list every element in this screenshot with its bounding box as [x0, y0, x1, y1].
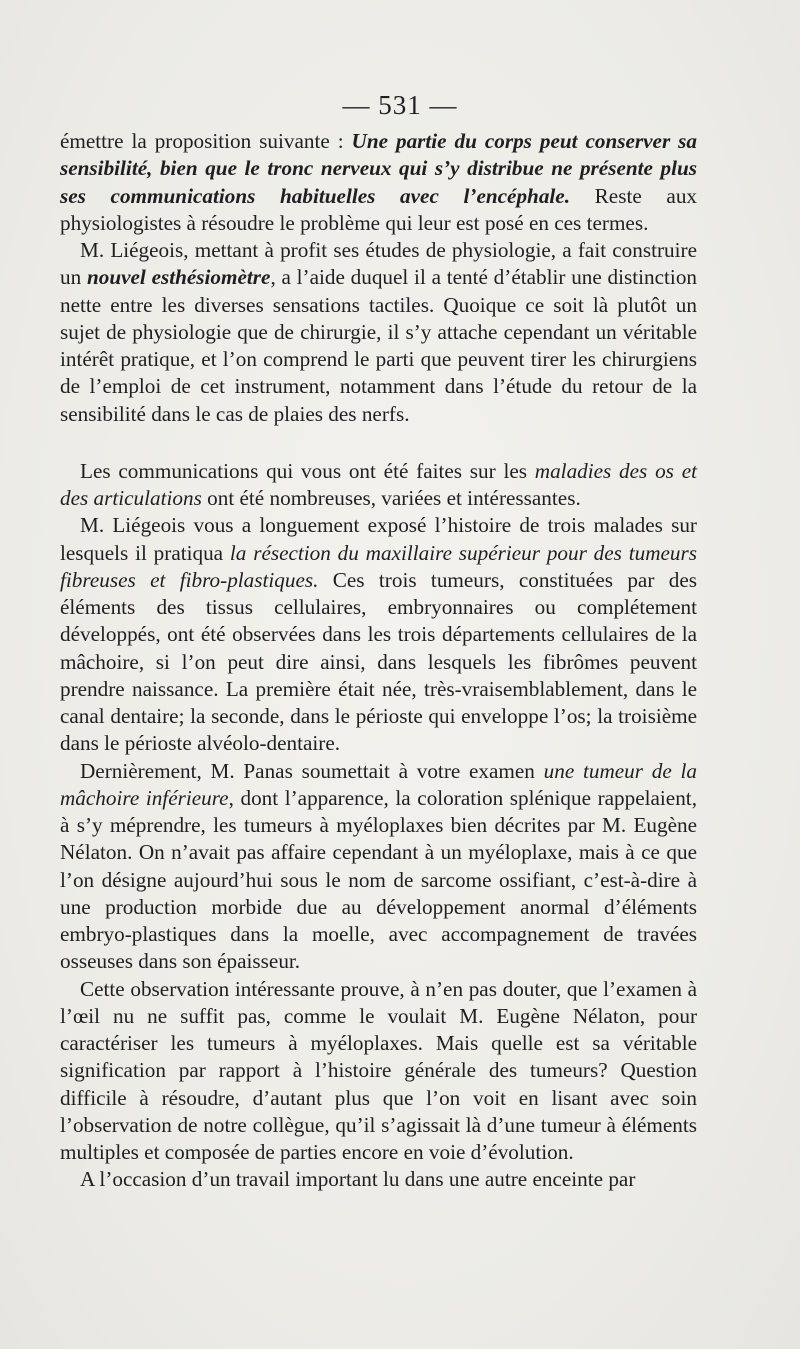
text-run: , dont l’apparence, la coloration splénique rappelaient, à s’y méprendre, les tumeurs à myéloplaxes bien décrites par M. Eugène Nélaton. On n’avait pas affaire cependant à un myéloplaxe, mais à ce que l’on désigne aujourd’hui sous le nom de sarcome ossifiant, c’est-à-dire à une production morbide due au développement anormal d’éléments embryo-plastiques dans la moelle, avec accompagnement de travées osseuses dans son épaisseur. — [60, 785, 697, 974]
paragraph-communications — [60, 458, 697, 513]
text-run: Reste aux physiologistes à résoudre le problème qui leur est posé en ces termes. — [60, 183, 698, 235]
paragraph-observation — [60, 976, 697, 1167]
italic-quote: Une partie du corps peut conserver sa sensibilité, bien que le tronc nerveux qui s’y distribue ne présente plus ses communications habituelles avec l’encéphale. — [60, 129, 697, 208]
body-text — [60, 128, 697, 1194]
paragraph-occasion — [60, 1166, 697, 1193]
paragraph-panas — [60, 758, 697, 976]
text-run: Dernièrement, M. Panas soumettait à votre examen — [80, 758, 544, 783]
text-run: Cette observation intéressante prouve, à n’en pas douter, que l’examen à l’œil nu ne suffit pas, comme le voulait M. Eugène Nélaton, pour caractériser les tumeurs à myéloplaxes. Mais quelle est sa véritable signification par rapport à l’histoire générale des tumeurs? Question difficile à résoudre, d’autant plus que l’on voit en lisant avec soin l’observation de notre collègue, qu’il s’agissait là d’une tumeur à éléments multiples et composée de parties encore en voie d’évolution. — [60, 976, 697, 1164]
paragraph-resection — [60, 512, 697, 757]
text-run: M. Liégeois vous a longuement exposé l’histoire de trois malades sur lesquels il pratiqua — [60, 513, 697, 565]
text-run: Ces trois tumeurs, constituées par des éléments des tissus cellulaires, embryonnaires ou complétement développés, ont été observées dans les trois départements cellulaires de la mâchoire, si l’on peut dire ainsi, dans lesquels les fibrômes peuvent prendre naissance. La première était née, très-vraisemblablement, dans le canal dentaire; la seconde, dans le périoste qui enveloppe l’os; la troisième dans le périoste alvéolo-dentaire. — [60, 567, 697, 756]
italic-term: nouvel esthésiomètre — [86, 265, 271, 290]
italic-term: maladies des os et des articulations — [60, 458, 697, 510]
italic-term: la résection du maxillaire supérieur pour des tumeurs fibreuses et fibro-plastiques. — [60, 540, 697, 592]
paragraph-esthesiometre — [60, 237, 697, 428]
paragraph-proposition — [60, 128, 697, 237]
text-run: M. Liégeois, mettant à profit ses études de physiologie, a fait construire un — [60, 238, 697, 290]
text-run: émettre la proposition suivante : — [60, 129, 352, 153]
text-run: ont été nombreuses, variées et intéressantes. — [201, 486, 581, 510]
italic-term: une tumeur de la mâchoire inférieure — [60, 758, 697, 810]
text-run: A l’occasion d’un travail important lu dans une autre enceinte par — [80, 1167, 636, 1192]
page-number: — 531 — — [342, 90, 458, 120]
text-run: Les communications qui vous ont été faites sur les — [80, 458, 535, 483]
text-run: , a l’aide duquel il a tenté d’établir une distinction nette entre les diverses sensations tactiles. Quoique ce soit là plutôt un sujet de physiologie que de chirurgie, il s’y attache cependant un véritable intérêt pratique, et l’on comprend le parti que peuvent tirer les chirurgiens de l’emploi de cet instrument, notamment dans l’étude du retour de la sensibilité dans le cas de plaies des nerfs. — [60, 265, 698, 426]
